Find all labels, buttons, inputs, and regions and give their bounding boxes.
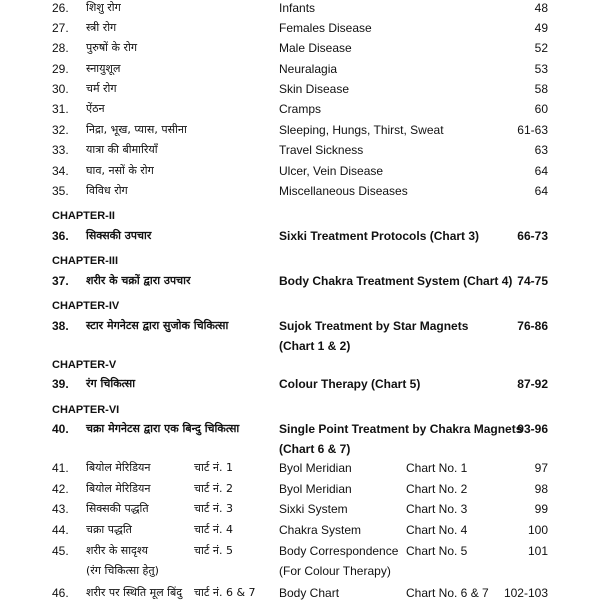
entry-page-number: 101	[527, 544, 548, 558]
entry-hindi-title: स्टार मेगनेटस द्वारा सुजोक चिकित्सा	[86, 319, 229, 332]
entry-page-number: 53	[534, 62, 548, 76]
entry-page-number: 52	[534, 41, 548, 55]
chart-row	[0, 583, 600, 600]
entry-number: 36.	[52, 229, 69, 243]
entry-number: 43.	[52, 502, 69, 516]
entry-hindi-title: घाव, नसों के रोग	[86, 164, 154, 177]
entry-page-number: 58	[534, 82, 548, 96]
entry-english-title: Sixki Treatment Protocols (Chart 3)	[279, 229, 480, 243]
entry-chart-number: Chart No. 3	[406, 502, 468, 516]
entry-english-title: Miscellaneous Diseases	[279, 184, 408, 198]
entry-hindi-title: ऐंठन	[86, 102, 105, 115]
entry-english-title: Females Disease	[279, 21, 372, 35]
entry-hindi-chart-ref: चार्ट नं. 1	[194, 461, 233, 474]
entry-number: 44.	[52, 523, 69, 537]
entry-page-number: 93-96	[517, 422, 548, 436]
entry-english-title: Neuralagia	[279, 62, 338, 76]
toc-row	[0, 140, 600, 160]
entry-page-number: 74-75	[517, 274, 548, 288]
entry-hindi-title: शरीर के चक्रों द्वारा उपचार	[86, 274, 191, 287]
entry-english-title: Male Disease	[279, 41, 352, 55]
chapter-heading: CHAPTER-II	[52, 210, 115, 222]
entry-english-title: Skin Disease	[279, 82, 350, 96]
chart-row	[0, 541, 600, 581]
entry-page-number: 97	[534, 461, 548, 475]
toc-row	[0, 161, 600, 181]
toc-row	[0, 181, 600, 201]
entry-english-title: Byol Meridian	[279, 461, 352, 475]
entry-number: 46.	[52, 586, 69, 600]
entry-number: 38.	[52, 319, 69, 333]
entry-number: 45.	[52, 544, 69, 558]
chapter-entry	[0, 374, 600, 394]
entry-english-subtitle: (Chart 1 & 2)	[279, 339, 351, 353]
entry-hindi-title: सिक्सकी पद्धति	[86, 502, 149, 515]
entry-hindi-title: रंग चिकित्सा	[86, 377, 136, 390]
entry-english-title: Colour Therapy (Chart 5)	[279, 377, 421, 391]
entry-page-number: 100	[527, 523, 548, 537]
entry-hindi-title: विविध रोग	[86, 184, 128, 197]
entry-number: 26.	[52, 1, 69, 15]
entry-page-number: 87-92	[517, 377, 548, 391]
chapter-heading: CHAPTER-IV	[52, 300, 120, 312]
entry-hindi-chart-ref: चार्ट नं. 3	[194, 502, 233, 515]
toc-row	[0, 0, 600, 18]
entry-number: 29.	[52, 62, 69, 76]
entry-hindi-chart-ref: चार्ट नं. 4	[194, 523, 233, 536]
toc-row	[0, 99, 600, 119]
entry-page-number: 63	[534, 143, 548, 157]
chapter-entry	[0, 271, 600, 291]
entry-number: 37.	[52, 274, 69, 288]
entry-english-title: Chakra System	[279, 523, 362, 537]
entry-chart-number: Chart No. 4	[406, 523, 468, 537]
toc-row	[0, 120, 600, 140]
chart-row	[0, 458, 600, 478]
chart-row	[0, 479, 600, 499]
entry-hindi-chart-ref: चार्ट नं. 6 & 7	[194, 586, 256, 599]
entry-number: 42.	[52, 482, 69, 496]
chapter-heading: CHAPTER-VI	[52, 404, 120, 416]
entry-page-number: 64	[534, 164, 548, 178]
chapter-heading: CHAPTER-V	[52, 359, 117, 371]
entry-page-number: 48	[534, 1, 548, 15]
entry-english-title: Body Correspondence	[279, 544, 399, 558]
entry-chart-number: Chart No. 6 & 7	[406, 586, 489, 600]
entry-hindi-title: शरीर पर स्थिति मूल बिंदु	[86, 586, 183, 599]
entry-hindi-title: शिशु रोग	[86, 1, 121, 14]
entry-english-subtitle: (Chart 6 & 7)	[279, 442, 351, 456]
entry-english-subtitle: (For Colour Therapy)	[279, 564, 391, 578]
entry-english-title: Cramps	[279, 102, 322, 116]
entry-number: 33.	[52, 143, 69, 157]
toc-row	[0, 59, 600, 79]
entry-number: 28.	[52, 41, 69, 55]
entry-number: 27.	[52, 21, 69, 35]
entry-hindi-title: स्नायुशूल	[86, 62, 121, 75]
entry-number: 40.	[52, 422, 69, 436]
entry-chart-number: Chart No. 5	[406, 544, 468, 558]
chapter-entry	[0, 226, 600, 246]
entry-number: 35.	[52, 184, 69, 198]
entry-hindi-title: शरीर के सादृश्य	[86, 544, 148, 557]
entry-english-title: Sujok Treatment by Star Magnets	[279, 319, 469, 333]
entry-page-number: 66-73	[517, 229, 548, 243]
entry-hindi-title: चर्म रोग	[86, 82, 117, 95]
chart-row	[0, 499, 600, 519]
chapter-entry	[0, 316, 600, 356]
entry-page-number: 76-86	[517, 319, 548, 333]
entry-chart-number: Chart No. 1	[406, 461, 468, 475]
entry-english-title: Travel Sickness	[279, 143, 364, 157]
entry-hindi-title: स्त्री रोग	[86, 21, 117, 34]
entry-hindi-title: बियोल मेरिडियन	[86, 482, 151, 495]
entry-hindi-chart-ref: चार्ट नं. 2	[194, 482, 233, 495]
entry-english-title: Ulcer, Vein Disease	[279, 164, 384, 178]
toc-row	[0, 79, 600, 99]
entry-english-title: Sleeping, Hungs, Thirst, Sweat	[279, 123, 444, 137]
entry-hindi-title: पुरुषों के रोग	[86, 41, 138, 54]
toc-row	[0, 18, 600, 38]
entry-number: 39.	[52, 377, 69, 391]
entry-hindi-title: सिक्सकी उपचार	[86, 229, 152, 242]
entry-hindi-subtitle: (रंग चिकित्सा हेतु)	[86, 564, 159, 577]
entry-page-number: 98	[534, 482, 548, 496]
entry-english-title: Byol Meridian	[279, 482, 352, 496]
entry-english-title: Sixki System	[279, 502, 348, 516]
entry-number: 30.	[52, 82, 69, 96]
entry-hindi-title: चक्रा पद्धति	[86, 523, 132, 536]
chapter-heading: CHAPTER-III	[52, 255, 118, 267]
entry-number: 41.	[52, 461, 69, 475]
toc-row	[0, 38, 600, 58]
entry-number: 34.	[52, 164, 69, 178]
entry-page-number: 102-103	[503, 586, 548, 600]
entry-page-number: 49	[534, 21, 548, 35]
entry-page-number: 60	[534, 102, 548, 116]
entry-page-number: 64	[534, 184, 548, 198]
entry-hindi-title: निद्रा, भूख, प्यास, पसीना	[86, 123, 187, 136]
entry-number: 32.	[52, 123, 69, 137]
entry-english-title: Body Chakra Treatment System (Chart 4)	[279, 274, 513, 288]
chart-row	[0, 520, 600, 540]
entry-hindi-title: यात्रा की बीमारियाँ	[86, 143, 158, 156]
entry-hindi-title: चक्रा मेगनेटस द्वारा एक बिन्दु चिकित्सा	[86, 422, 240, 435]
entry-number: 31.	[52, 102, 69, 116]
entry-english-title: Infants	[279, 1, 316, 15]
entry-hindi-title: बियोल मेरिडियन	[86, 461, 151, 474]
entry-page-number: 99	[534, 502, 548, 516]
entry-chart-number: Chart No. 2	[406, 482, 468, 496]
entry-hindi-chart-ref: चार्ट नं. 5	[194, 544, 233, 557]
entry-english-title: Single Point Treatment by Chakra Magnets	[279, 422, 523, 436]
entry-page-number: 61-63	[517, 123, 548, 137]
entry-english-title: Body Chart	[279, 586, 340, 600]
chapter-entry	[0, 419, 600, 459]
